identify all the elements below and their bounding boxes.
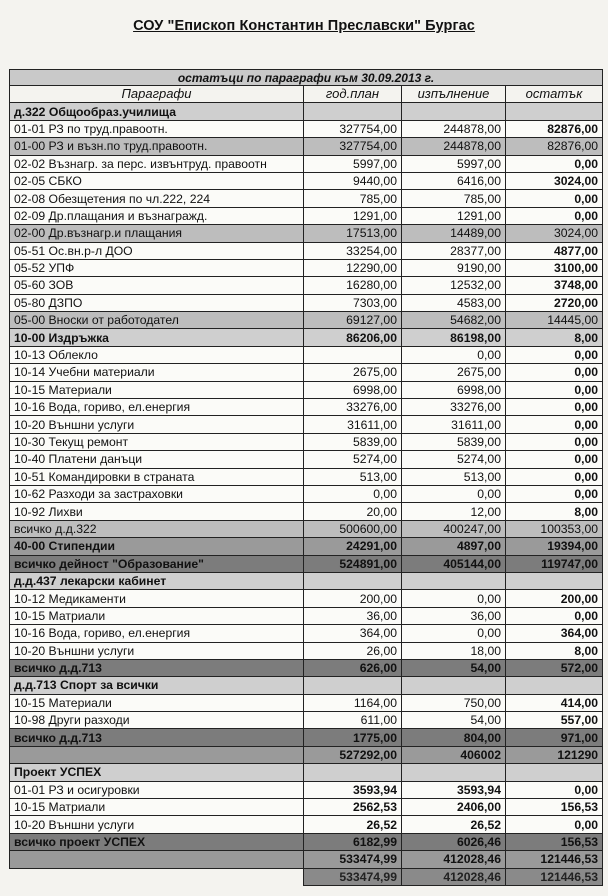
row-execution [402,103,506,120]
row-execution: 12532,00 [402,277,506,294]
row-remainder: 4877,00 [506,242,603,259]
table-body [10,70,603,886]
row-label: 10-16 Вода, гориво, ел.енергия [10,399,304,416]
table-row [10,190,603,207]
table-row [10,364,603,381]
row-execution: 3593,94 [402,781,506,798]
table-subtitle-row [10,70,603,86]
row-remainder: 0,00 [506,416,603,433]
final-plan: 533474,99 [304,868,402,885]
row-remainder: 14445,00 [506,312,603,329]
row-execution [402,677,506,694]
row-remainder: 0,00 [506,468,603,485]
row-execution: 804,00 [402,729,506,746]
row-plan: 33276,00 [304,399,402,416]
row-execution: 5839,00 [402,433,506,450]
row-remainder: 572,00 [506,659,603,676]
row-remainder: 3100,00 [506,259,603,276]
row-execution: 54,00 [402,712,506,729]
row-plan: 69127,00 [304,312,402,329]
row-plan: 17513,00 [304,225,402,242]
row-label: 10-51 Командировки в страната [10,468,304,485]
row-label: 10-98 Други разходи [10,712,304,729]
table-row [10,520,603,537]
row-label: всичко проект УСПЕХ [10,833,304,850]
row-execution: 406002 [402,746,506,763]
row-execution: 6998,00 [402,381,506,398]
row-execution: 33276,00 [402,399,506,416]
row-execution: 750,00 [402,694,506,711]
row-remainder: 971,00 [506,729,603,746]
row-remainder [506,103,603,120]
row-plan: 327754,00 [304,138,402,155]
table-row [10,433,603,450]
row-remainder: 8,00 [506,642,603,659]
table-row [10,172,603,189]
row-label: 10-15 Матриали [10,799,304,816]
row-remainder: 19394,00 [506,538,603,555]
row-plan: 26,52 [304,816,402,833]
row-label: 02-08 Обезщетения по чл.222, 224 [10,190,304,207]
table-row [10,764,603,781]
row-plan: 6998,00 [304,381,402,398]
table-row [10,416,603,433]
row-label: 05-80 ДЗПО [10,294,304,311]
row-remainder: 119747,00 [506,555,603,572]
row-plan: 327754,00 [304,120,402,137]
row-label: 05-52 УПФ [10,259,304,276]
row-label: 10-92 Лихви [10,503,304,520]
row-remainder: 156,53 [506,799,603,816]
row-remainder: 0,00 [506,399,603,416]
column-header-paragraph: Параграфи [10,86,304,103]
row-execution: 513,00 [402,468,506,485]
row-plan: 36,00 [304,607,402,624]
row-plan: 31611,00 [304,416,402,433]
row-plan: 1291,00 [304,207,402,224]
budget-table [9,69,603,886]
row-plan: 3593,94 [304,781,402,798]
row-execution: 9190,00 [402,259,506,276]
row-plan: 6182,99 [304,833,402,850]
row-remainder: 0,00 [506,207,603,224]
table-row [10,538,603,555]
row-execution: 2406,00 [402,799,506,816]
row-execution: 785,00 [402,190,506,207]
row-label: всичко д.д.713 [10,729,304,746]
table-row [10,851,603,868]
row-remainder: 0,00 [506,451,603,468]
row-label: д.д.713 Спорт за всички [10,677,304,694]
table-row [10,781,603,798]
row-label: всичко дейност "Образование" [10,555,304,572]
column-header-execution: изпълнение [402,86,506,103]
row-remainder: 0,00 [506,381,603,398]
table-row [10,625,603,642]
table-row [10,833,603,850]
row-execution: 4897,00 [402,538,506,555]
row-remainder: 2720,00 [506,294,603,311]
row-execution: 36,00 [402,607,506,624]
row-plan: 2675,00 [304,364,402,381]
row-label: 02-05 СБКО [10,172,304,189]
row-label: 10-16 Вода, гориво, ел.енергия [10,625,304,642]
table-row [10,816,603,833]
row-plan: 533474,99 [304,851,402,868]
row-remainder: 3024,00 [506,225,603,242]
document-title: СОУ "Епископ Константин Преславски" Бургас [133,18,475,34]
row-plan: 527292,00 [304,746,402,763]
row-label: 10-30 Текущ ремонт [10,433,304,450]
table-row [10,346,603,363]
table-row [10,677,603,694]
row-label: 05-51 Ос.вн.р-л ДОО [10,242,304,259]
table-row [10,642,603,659]
final-row-blank [10,868,304,885]
row-label: всичко д.д.713 [10,659,304,676]
row-plan: 24291,00 [304,538,402,555]
final-total-row [10,868,603,885]
row-execution: 86198,00 [402,329,506,346]
table-row [10,242,603,259]
row-remainder: 82876,00 [506,120,603,137]
table-row [10,485,603,502]
row-label: всичко д.д.322 [10,520,304,537]
table-row [10,225,603,242]
row-label: 01-01 РЗ по труд.правоотн. [10,120,304,137]
row-plan: 7303,00 [304,294,402,311]
table-header-row [10,86,603,103]
row-label: д.д.437 лекарски кабинет [10,572,304,589]
table-row [10,207,603,224]
table-row [10,103,603,120]
table-row [10,277,603,294]
row-plan: 0,00 [304,485,402,502]
row-remainder: 0,00 [506,485,603,502]
row-execution: 0,00 [402,590,506,607]
table-row [10,746,603,763]
row-plan: 12290,00 [304,259,402,276]
row-remainder: 0,00 [506,155,603,172]
row-remainder: 8,00 [506,503,603,520]
row-label: 01-01 РЗ и осигуровки [10,781,304,798]
final-execution: 412028,46 [402,868,506,885]
row-label: 10-12 Медикаменти [10,590,304,607]
table-row [10,294,603,311]
row-remainder: 0,00 [506,781,603,798]
row-remainder: 100353,00 [506,520,603,537]
row-plan [304,572,402,589]
row-remainder: 0,00 [506,607,603,624]
row-plan: 513,00 [304,468,402,485]
row-remainder: 0,00 [506,816,603,833]
row-label: 10-15 Матриали [10,607,304,624]
row-plan: 785,00 [304,190,402,207]
row-remainder: 121290 [506,746,603,763]
row-label: 05-00 Вноски от работодател [10,312,304,329]
row-plan: 86206,00 [304,329,402,346]
row-plan: 9440,00 [304,172,402,189]
row-plan: 626,00 [304,659,402,676]
row-remainder: 364,00 [506,625,603,642]
table-row [10,572,603,589]
table-row [10,120,603,137]
row-label [10,746,304,763]
row-execution: 4583,00 [402,294,506,311]
table-row [10,659,603,676]
row-execution: 0,00 [402,625,506,642]
row-execution: 400247,00 [402,520,506,537]
row-label: 10-40 Платени данъци [10,451,304,468]
row-plan: 2562,53 [304,799,402,816]
row-label: 05-60 ЗОВ [10,277,304,294]
column-header-remainder: остатък [506,86,603,103]
row-remainder: 82876,00 [506,138,603,155]
row-execution: 6416,00 [402,172,506,189]
row-execution: 18,00 [402,642,506,659]
table-row [10,729,603,746]
row-execution: 244878,00 [402,138,506,155]
row-plan [304,764,402,781]
row-execution: 405144,00 [402,555,506,572]
row-label: д.322 Общообраз.училища [10,103,304,120]
row-remainder [506,677,603,694]
row-label: 10-15 Материали [10,381,304,398]
table-row [10,138,603,155]
row-execution [402,764,506,781]
table-row [10,607,603,624]
row-execution: 26,52 [402,816,506,833]
row-remainder: 121446,53 [506,851,603,868]
table-row [10,712,603,729]
row-plan: 16280,00 [304,277,402,294]
row-execution: 54,00 [402,659,506,676]
table-row [10,155,603,172]
row-remainder: 156,53 [506,833,603,850]
row-plan [304,103,402,120]
row-plan [304,677,402,694]
row-remainder [506,764,603,781]
row-plan: 5997,00 [304,155,402,172]
table-row [10,590,603,607]
row-remainder: 0,00 [506,346,603,363]
row-label: 02-02 Възнагр. за перс. извънтруд. правоотн [10,155,304,172]
table-row [10,799,603,816]
table-row [10,329,603,346]
final-remainder: 121446,53 [506,868,603,885]
row-plan: 524891,00 [304,555,402,572]
row-plan: 5839,00 [304,433,402,450]
row-plan: 20,00 [304,503,402,520]
row-label: 10-20 Външни услуги [10,816,304,833]
table-row [10,555,603,572]
row-label: 02-09 Др.плащания и възнагражд. [10,207,304,224]
row-plan: 1775,00 [304,729,402,746]
row-execution: 12,00 [402,503,506,520]
row-remainder: 414,00 [506,694,603,711]
row-plan: 33254,00 [304,242,402,259]
row-execution: 5274,00 [402,451,506,468]
row-plan: 364,00 [304,625,402,642]
row-label [10,851,304,868]
row-execution: 31611,00 [402,416,506,433]
row-label: 10-15 Материали [10,694,304,711]
row-label: 02-00 Др.възнагр.и плащания [10,225,304,242]
table-row [10,259,603,276]
row-plan: 26,00 [304,642,402,659]
row-plan: 500600,00 [304,520,402,537]
row-label: 10-13 Облекло [10,346,304,363]
row-label: 10-62 Разходи за застраховки [10,485,304,502]
row-execution: 1291,00 [402,207,506,224]
row-plan: 611,00 [304,712,402,729]
table-row [10,451,603,468]
row-execution: 0,00 [402,485,506,502]
row-label: 10-20 Външни услуги [10,642,304,659]
row-execution: 14489,00 [402,225,506,242]
row-execution: 54682,00 [402,312,506,329]
row-execution: 412028,46 [402,851,506,868]
row-remainder: 0,00 [506,433,603,450]
row-label: 10-00 Издръжка [10,329,304,346]
row-plan: 200,00 [304,590,402,607]
row-execution: 2675,00 [402,364,506,381]
row-label: Проект УСПЕХ [10,764,304,781]
row-remainder: 8,00 [506,329,603,346]
table-subtitle: остатъци по параграфи към 30.09.2013 г. [10,70,603,86]
row-execution: 28377,00 [402,242,506,259]
column-header-plan: год.план [304,86,402,103]
row-remainder [506,572,603,589]
row-label: 40-00 Стипендии [10,538,304,555]
row-plan: 5274,00 [304,451,402,468]
table-row [10,399,603,416]
table-row [10,503,603,520]
row-remainder: 0,00 [506,190,603,207]
row-plan [304,346,402,363]
row-label: 10-20 Външни услуги [10,416,304,433]
table-row [10,312,603,329]
row-remainder: 557,00 [506,712,603,729]
row-execution [402,572,506,589]
row-execution: 0,00 [402,346,506,363]
row-remainder: 0,00 [506,364,603,381]
row-execution: 244878,00 [402,120,506,137]
table-row [10,468,603,485]
row-remainder: 3024,00 [506,172,603,189]
row-plan: 1164,00 [304,694,402,711]
table-row [10,381,603,398]
row-remainder: 3748,00 [506,277,603,294]
row-execution: 5997,00 [402,155,506,172]
row-remainder: 200,00 [506,590,603,607]
row-execution: 6026,46 [402,833,506,850]
row-label: 10-14 Учебни материали [10,364,304,381]
row-label: 01-00 РЗ и възн.по труд.правоотн. [10,138,304,155]
table-row [10,694,603,711]
